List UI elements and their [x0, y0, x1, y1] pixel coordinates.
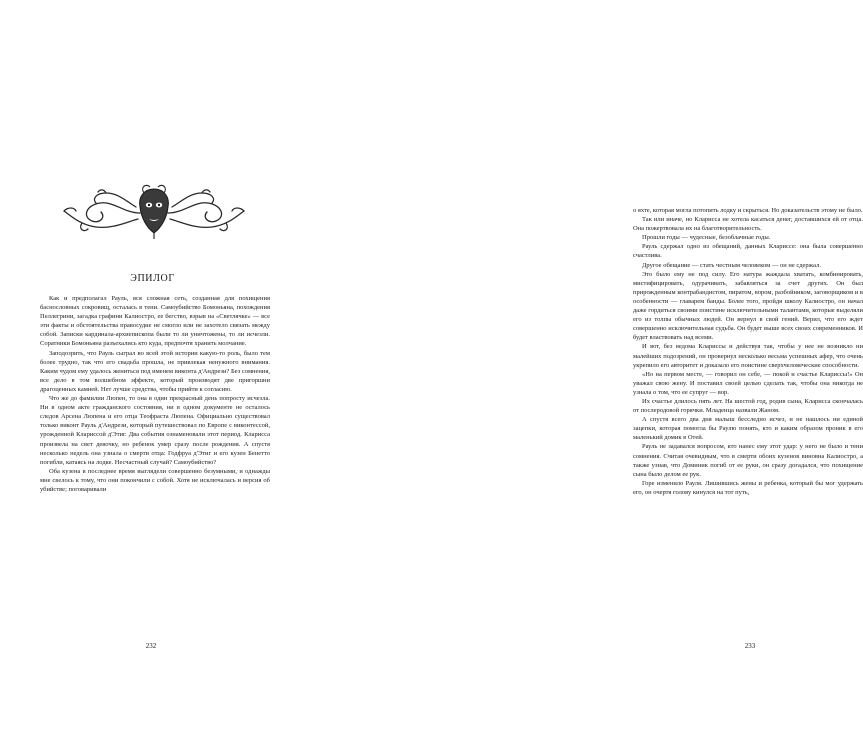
- paragraph: Горе изменило Рауля. Лишившись жены и ребенка, который бы мог удержать его, он очертя голову кинулся на тот путь,: [633, 479, 863, 496]
- paragraph: Оба кузена в последнее время выглядели совершенно безумными, и однажды мне свелось к тому, что они покончили с собой. Хотя не исключалась и версия об убийстве; поговаривали: [40, 467, 270, 493]
- paragraph: Как и предполагал Рауль, вся сложная сеть, созданная для похищения баснословных сокровищ, осталась в тени. Самоубийство Бомоньяна, похождения Пеллегрини, загадка графини Калиостро, ее бегство, взрыв на «Светлячке» — все эти факты и обстоятельства правосудие не смогло или не захотело связать между собой. Записки кардинала-архиепископа были то ли уничтожены, то ли исчезли. Соратники Бомоньяна разъехались кто куда, предпочтя хранить молчание.: [40, 295, 270, 348]
- paragraph: А спустя всего два дня малыш бесследно исчез, и не нашлось ни единой зацепки, которая помогла бы Раулю понять, кто и каким образом проник в его маленький домик в Отей.: [633, 416, 863, 442]
- paragraph: Рауль сдержал одно из обещаний, данных Клариссе: она была совершенно счастлива.: [633, 243, 863, 260]
- paragraph: «Но на первом месте, — говорил он себе, — покой и счастье Клариссы!» Он уважал свою жену. И поставил своей целью сделать так, чтобы она никогда не узнала о том, что ее супруг — вор.: [633, 370, 863, 396]
- paragraph: Рауль не задавался вопросом, кто нанес ему этот удар: у него не было и тени сомнения. Считая очевидным, что в смерти обоих кузенов виновна Калиостро, а также узнав, что Доминик погиб от ее руки, он сразу догадался, что похищение сына было делом ее рук.: [633, 443, 863, 478]
- paragraph: Так или иначе, но Кларисса не хотела касаться денег, доставшихся ей от отца. Она пожертвовала их на благотворительность.: [633, 216, 863, 233]
- paragraph: Это было ему не под силу. Его натура жаждала хватать, комбинировать, мистифицировать, одурачивать, забавляться за счет других. Он был прирожденным контрабандистом, пиратом, вором, разбойником, заговорщиком и в особенности — главарем банды. Более того, пройдя школу Калиостро, он начал даже гордиться своими поистине исключительными талантами, которые выделяли его из толпы обычных людей. Он вернул в свой гений. Верил, что его ждет совершенно исключительная судьба. Он будет выше всех своих современников. И будет властвовать над всеми.: [633, 270, 863, 342]
- chapter-title: ЭПИЛОГ: [130, 273, 175, 284]
- paragraph: Заподозрить, что Рауль сыграл во всей этой истории какую-то роль, было тем более трудно, так что его свадьба прошла, не привлекая ненужного внимания. Каким чудом ему удалось жениться под именем виконта д'Андрези? Без сомнения, все дело в том волшебном эффекте, который производят две пригоршни драгоценных камней. Нет лучше средства, чтобы прийти к согласию.: [40, 349, 270, 393]
- paragraph: Другое обещание — стать честным человеком — он не сдержал.: [642, 261, 821, 269]
- page-number: 233: [744, 642, 756, 650]
- right-text-column: [633, 206, 863, 497]
- paragraph: Их счастье длилось пять лет. На шестой год, родив сына, Кларисса скончалась от послеродовой горячки. Младенца назвали Жаном.: [633, 397, 863, 415]
- right-page: [300, 0, 863, 750]
- left-page: [0, 0, 300, 750]
- paragraph: Что же до фамилии Люпен, то она в один прекрасный день попросту исчезла. Ни в одном акте гражданского состояния, ни в одном документе не осталось следов Арсена Люпена и его отца Теофраста Люпена. Официально существовал только виконт Рауль д'Андрези, который путешествовал по Европе с виконтессой, урожденной Клариссой д'Этиг. Два события ознаменовали этот период. Кларисса произвела на свет девочку, но ребенок умер сразу после рождения. А спустя несколько недель она узнала о смерти отца: Годфруа д'Этиг и его кузен Бенетто погибли, катаясь на лодке. Несчастный случай? Самоубийство?: [40, 395, 270, 466]
- paragraph: о яхте, которая могла потопить лодку и скрыться. Но доказательств этому не было.: [633, 207, 863, 214]
- decorative-scroll-with-mask-icon: [60, 183, 248, 241]
- paragraph: Прошли годы — чудесные, безоблачные годы.: [642, 234, 771, 242]
- page-number: 232: [145, 642, 157, 650]
- left-text-column: [40, 294, 270, 494]
- paragraph: И вот, без ведома Клариссы и действуя так, чтобы у нее не возникло ни малейших подозрений, он провернул несколько весьма успешных афер, что очень укрепило его авторитет и доказало его поистине сверхчеловеческие способности.: [633, 343, 863, 369]
